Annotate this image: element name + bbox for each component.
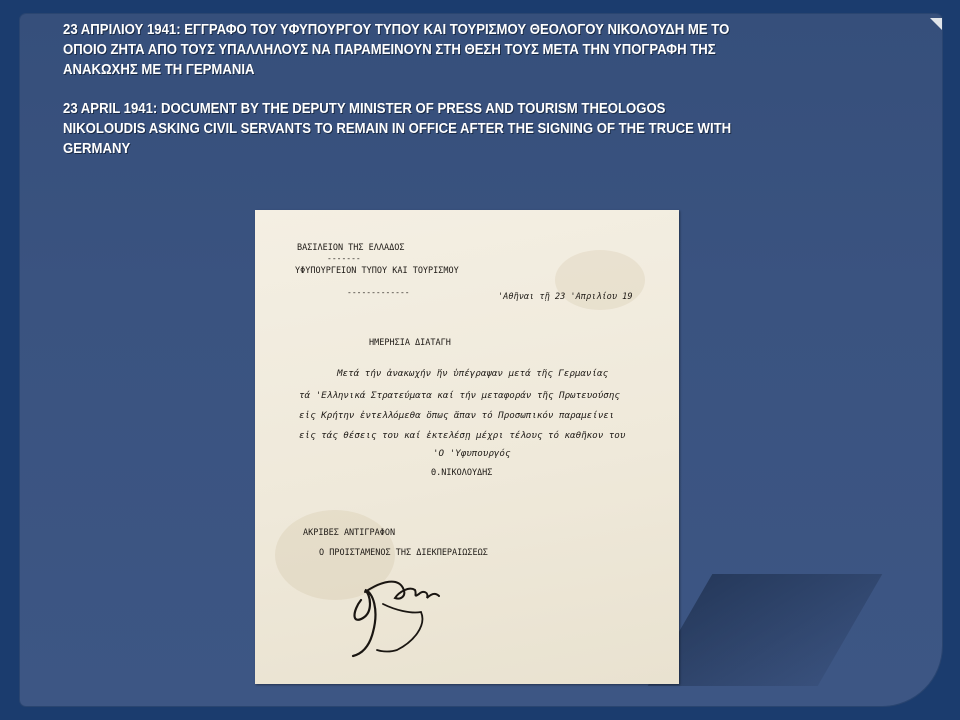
greek-title-line: 23 ΑΠΡΙΛΙΟΥ 1941: ΕΓΓΡΑΦΟ ΤΟΥ ΥΦΥΠΟΥΡΓΟΥ ΤΥΠΟΥ ΚΑΙ ΤΟΥΡΙΣΜΟΥ ΘΕΟΛΟΓΟΥ ΝΙΚΟΛΟΥΔΗ ΜΕ ΤΟ (63, 22, 730, 38)
doc-date: 'Αθῆναι τῇ 23 'Απριλίου 19 (498, 292, 633, 302)
english-title-line: 23 APRIL 1941: DOCUMENT BY THE DEPUTY MINISTER OF PRESS AND TOURISM THEOLOGOS (63, 101, 666, 117)
doc-body-line: εἰς τάς θέσεις του καί ἐκτελέσῃ μέχρι τέλους τό καθῆκον του (299, 430, 626, 441)
doc-dashes: ------------- (347, 288, 410, 297)
greek-title-line: ΑΝΑΚΩΧΗΣ ΜΕ ΤΗ ΓΕΡΜΑΝΙΑ (63, 62, 255, 78)
doc-ministry: ΥΦΥΠΟΥΡΓΕΙΟΝ ΤΥΠΟΥ ΚΑΙ ΤΟΥΡΙΣΜΟΥ (295, 266, 459, 276)
doc-certified-copy: ΑΚΡΙΒΕΣ ΑΝΤΙΓΡΑΦΟΝ (303, 528, 396, 538)
doc-signatory-title: 'Ο 'Υφυπουργός (433, 448, 511, 459)
english-title-line: NIKOLOUDIS ASKING CIVIL SERVANTS TO REMAIN IN OFFICE AFTER THE SIGNING OF THE TRUCE WITH (63, 121, 732, 137)
doc-director: Ο ΠΡΟΙΣΤΑΜΕΝΟΣ ΤΗΣ ΔΙΕΚΠΕΡΑΙΩΣΕΩΣ (319, 548, 488, 558)
greek-title-line: ΟΠΟΙΟ ΖΗΤΑ ΑΠΟ ΤΟΥΣ ΥΠΑΛΛΗΛΟΥΣ ΝΑ ΠΑΡΑΜΕΙΝΟΥΝ ΣΤΗ ΘΕΣΗ ΤΟΥΣ ΜΕΤΑ ΤΗΝ ΥΠΟΓΡΑΦΗ ΤΗΣ (63, 42, 716, 58)
doc-heading: ΗΜΕΡΗΣΙΑ ΔΙΑΤΑΓΗ (369, 338, 451, 348)
doc-body-line: εἰς Κρήτην ἐντελλόμεθα ὅπως ἅπαν τό Προσωπικόν παραμείνει (299, 410, 615, 421)
doc-body-line: τά 'Ελληνικά Στρατεύματα καί τήν μεταφοράν τῆς Πρωτευούσης (299, 390, 620, 401)
doc-signatory-name: Θ.ΝΙΚΟΛΟΥΔΗΣ (431, 468, 493, 478)
slide-title (63, 20, 841, 159)
signature (343, 570, 463, 660)
english-title-line: GERMANY (63, 141, 131, 157)
doc-kingdom: ΒΑΣΙΛΕΙΟΝ ΤΗΣ ΕΛΛΑΔΟΣ (297, 243, 405, 253)
doc-body-line: Μετά τήν ἀνακωχήν ἥν ὑπέγραψαν μετά τῆς Γερμανίας (337, 368, 609, 379)
doc-dashes: ------- (327, 254, 361, 263)
scanned-document (255, 210, 679, 684)
corner-accent (930, 18, 942, 30)
